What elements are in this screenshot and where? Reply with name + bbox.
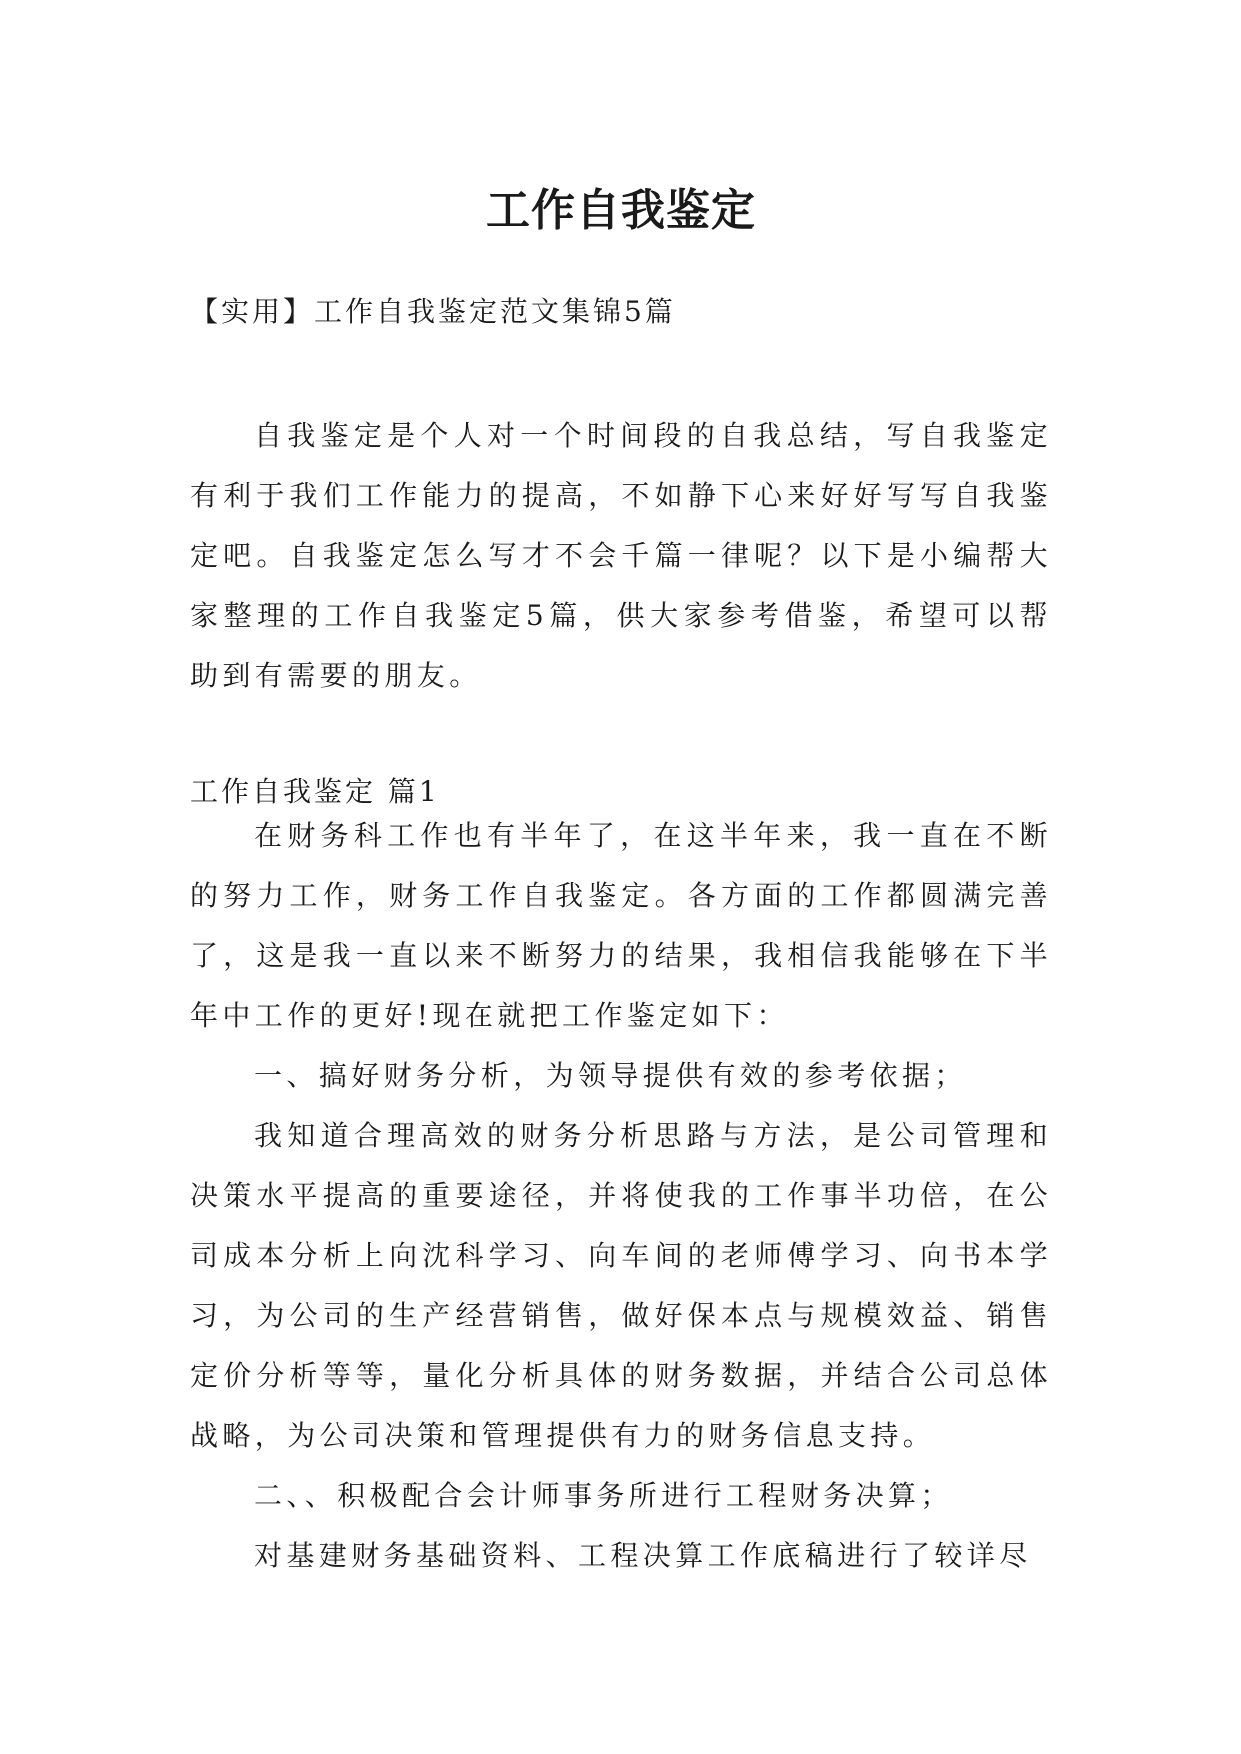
document-subtitle: 【实用】工作自我鉴定范文集锦5篇 <box>190 295 676 328</box>
body-paragraph: 我知道合理高效的财务分析思路与方法，是公司管理和决策水平提高的重要途径，并将使我的工作事半功倍，在公司成本分析上向沈科学习、向车间的老师傅学习、向书本学习，为公司的生产经营销售，做好保本点与规模效益、销售定价分析等等，量化分析具体的财务数据，并结合公司总体战略，为公司决策和管理提供有力的财务信息支持。 <box>190 1119 1052 1452</box>
intro-paragraph: 自我鉴定是个人对一个时间段的自我总结，写自我鉴定有利于我们工作能力的提高，不如静下心来好好写写自我鉴定吧。自我鉴定怎么写才不会千篇一律呢？以下是小编帮大家整理的工作自我鉴定5篇，供大家参考借鉴，希望可以帮助到有需要的朋友。 <box>190 419 1052 692</box>
section-heading: 工作自我鉴定 篇1 <box>190 775 440 808</box>
body-paragraph: 一、搞好财务分析，为领导提供有效的参考依据； <box>254 1059 967 1092</box>
body-paragraph: 对基建财务基础资料、工程决算工作底稿进行了较详尽 <box>254 1539 1032 1572</box>
body-paragraph: 在财务科工作也有半年了，在这半年来，我一直在不断的努力工作，财务工作自我鉴定。各方面的工作都圆满完善了，这是我一直以来不断努力的结果，我相信我能够在下半年中工作的更好!现在就把工作鉴定如下： <box>190 819 1052 1032</box>
section-body <box>190 806 1052 1586</box>
body-paragraph: 二、、积极配合会计师事务所进行工程财务决算； <box>254 1479 953 1512</box>
document-title: 工作自我鉴定 <box>486 185 756 237</box>
intro-block <box>190 406 1052 706</box>
